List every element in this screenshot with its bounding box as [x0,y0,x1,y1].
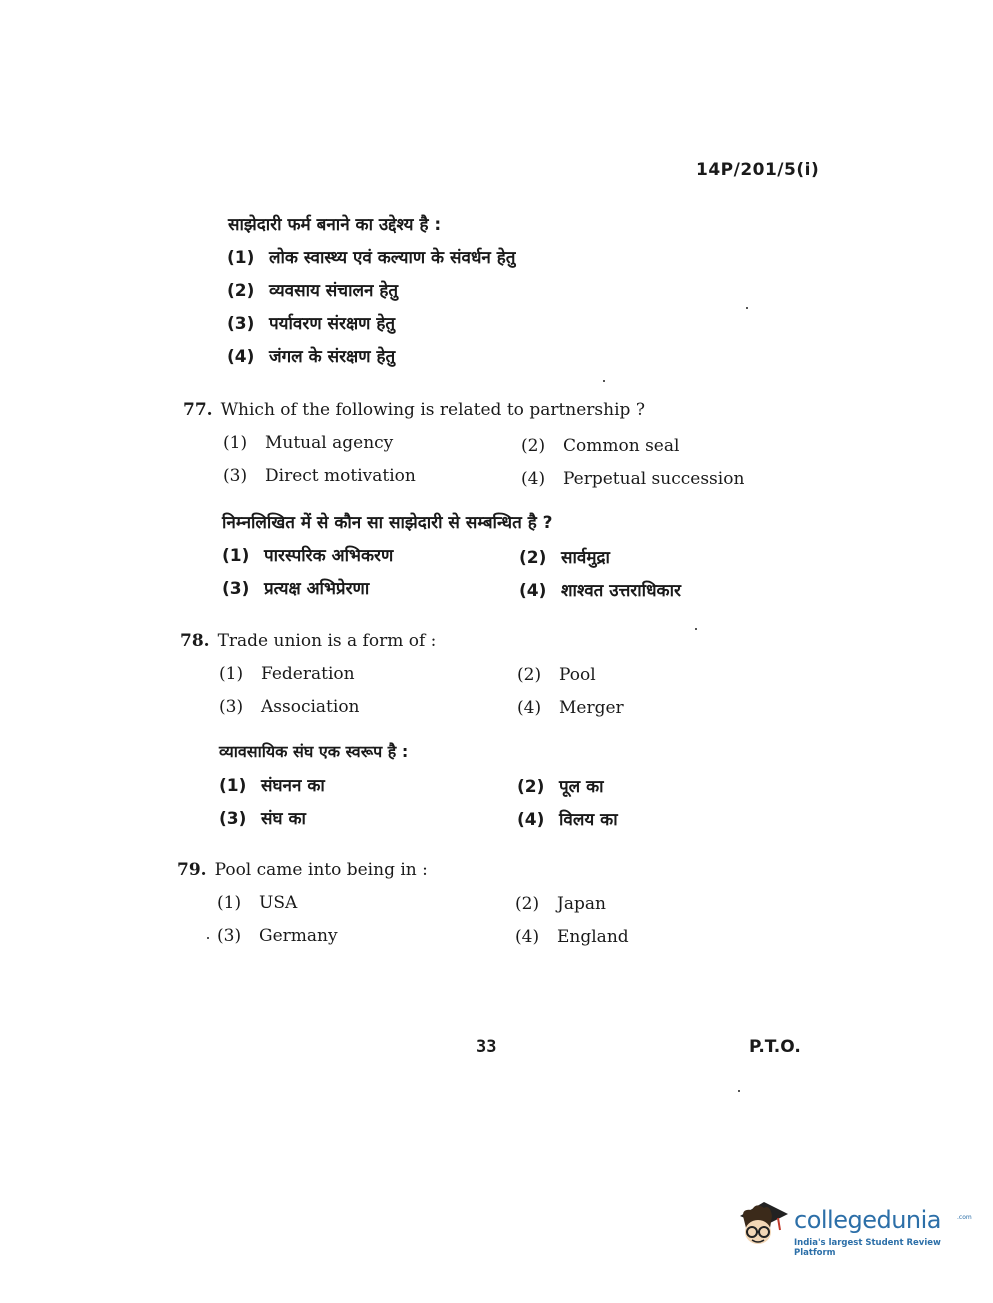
q77-stem [183,400,645,420]
option-number: (2) [517,777,545,797]
option-number: (4) [517,810,545,830]
option-text: व्यवसाय संचालन हेतु [269,281,399,301]
option-number: (2) [521,436,546,456]
q79-option-1 [217,893,297,913]
option-text: Japan [557,894,606,914]
option-text: Perpetual succession [563,469,745,489]
q78-option-4 [517,698,624,718]
option-text: संघनन का [261,776,325,796]
question-text: Trade union is a form of : [217,631,437,651]
q78-hindi-option-3 [219,806,306,829]
q77-hindi-stem: निम्नलिखित में से कौन सा साझेदारी से सम्बन्धित है ? [222,513,553,533]
option-number: (2) [517,665,542,685]
option-number: (1) [223,433,248,453]
option-text: प्रत्यक्ष अभिप्रेरणा [264,579,370,599]
q76-hindi-option-2 [227,278,398,301]
watermark-tagline: India's largest Student Review Platform [794,1238,941,1258]
q77-option-3 [223,466,416,486]
option-text: Merger [559,698,624,718]
option-number: (4) [227,347,255,367]
option-number: (3) [219,809,247,829]
option-text: जंगल के संरक्षण हेतु [269,347,396,367]
option-number: (2) [227,281,255,301]
q77-hindi-option-3 [222,576,369,599]
collegedunia-watermark [734,1196,972,1258]
scan-speck [738,1090,740,1092]
option-number: (3) [219,697,244,717]
option-number: (2) [519,548,547,568]
option-number: (4) [517,698,542,718]
q77-hindi-option-1 [222,543,393,566]
option-text: संघ का [261,809,306,829]
paper-code: 14P/201/5(i) [696,160,820,180]
option-number: (1) [227,248,255,268]
q78-option-2 [517,665,596,685]
q77-option-2 [521,436,679,456]
question-number: 77. [183,400,213,420]
scan-speck [746,307,748,309]
option-number: (4) [519,581,547,601]
option-number: (3) [223,466,248,486]
option-number: (3) [222,579,250,599]
option-text: Mutual agency [265,433,394,453]
q79-option-4 [515,927,629,947]
option-text: USA [259,893,298,913]
option-text: विलय का [559,810,618,830]
q77-option-4 [521,469,744,489]
q78-hindi-option-1 [219,773,325,796]
option-number: (1) [222,546,250,566]
q78-hindi-option-2 [517,774,604,797]
q78-hindi-stem: व्यावसायिक संघ एक स्वरूप है : [219,742,409,761]
option-number: (3) [227,314,255,334]
q76-hindi-option-4 [227,344,395,367]
q76-hindi-stem: साझेदारी फर्म बनाने का उद्देश्य है : [228,215,442,235]
option-text: Association [261,697,360,717]
mascot-icon [734,1198,790,1254]
q79-option-3 [217,926,338,946]
question-text: Which of the following is related to partnership ? [220,400,645,420]
option-number: (1) [219,664,244,684]
option-text: पूल का [559,777,604,797]
q76-hindi-option-1 [227,245,516,268]
option-number: (4) [515,927,540,947]
q77-hindi-option-4 [519,578,681,601]
option-number: (1) [219,776,247,796]
question-number: 78. [180,631,210,651]
option-text: सार्वमुद्रा [561,548,610,568]
question-number: 79. [177,860,207,880]
option-text: Direct motivation [265,466,416,486]
q76-hindi-option-3 [227,311,395,334]
option-text: पर्यावरण संरक्षण हेतु [269,314,396,334]
option-number: (2) [515,894,540,914]
q77-hindi-option-2 [519,545,610,568]
option-text: England [557,927,629,947]
q78-stem [180,631,436,651]
option-text: Federation [261,664,355,684]
scan-speck [603,380,605,382]
option-number: (3) [217,926,242,946]
q77-option-1 [223,433,393,453]
q79-option-2 [515,894,606,914]
option-text: Germany [259,926,338,946]
page-number: 33 [476,1037,497,1057]
q78-hindi-option-4 [517,807,618,830]
option-text: शाश्वत उत्तराधिकार [561,581,681,601]
q78-option-3 [219,697,360,717]
watermark-suffix: .com [957,1214,972,1221]
option-number: (4) [521,469,546,489]
option-text: लोक स्वास्थ्य एवं कल्याण के संवर्धन हेतु [269,248,516,268]
option-text: पारस्परिक अभिकरण [264,546,394,566]
option-text: Pool [559,665,596,685]
q79-stem [177,860,428,880]
q78-option-1 [219,664,355,684]
option-number: (1) [217,893,242,913]
scan-speck [207,937,209,939]
question-text: Pool came into being in : [214,860,428,880]
scan-speck [695,628,697,630]
pto-label: P.T.O. [749,1037,801,1057]
option-text: Common seal [563,436,680,456]
watermark-brand: collegedunia [794,1206,942,1234]
